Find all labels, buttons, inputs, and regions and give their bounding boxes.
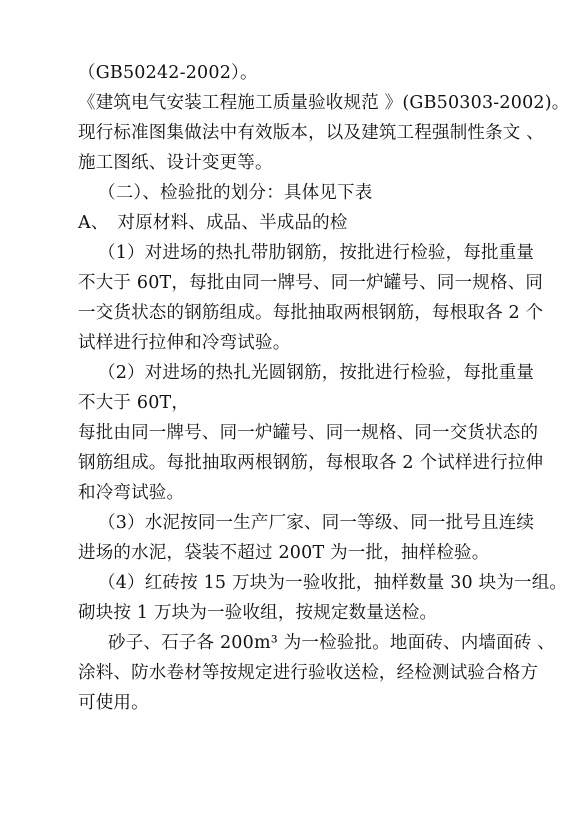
text-line: 不大于 60T， [78,393,190,413]
text-line: （2）对进场的热扎光圆钢筋，按批进行检验，每批重量 [98,363,535,383]
text-line: 现行标准图集做法中有效版本，以及建筑工程强制性条文 、 [78,123,544,143]
text-line: 砌块按 1 万块为一验收组，按规定数量送检。 [78,603,438,623]
text-line: 不大于 60T，每批由同一牌号、同一炉罐号、同一规格、同 [78,273,544,293]
text-line: 钢筋组成。每批抽取两根钢筋，每根取各 2 个试样进行拉伸 [78,453,544,473]
text-line: 涂料、防水卷材等按规定进行验收送检，经检测试验合格方 [78,663,539,683]
text-line: 可使用。 [78,693,149,713]
text-line: 砂子、石子各 200m³ 为一检验批。地面砖、内墙面砖 、 [108,633,555,653]
text-line: （3）水泥按同一生产厂家、同一等级、同一批号且连续 [98,513,535,533]
subsection-heading: A、 对原材料、成品、半成品的检 [78,213,348,233]
text-line: 和冷弯试验。 [78,483,185,503]
text-line: （GB50242-2002）。 [78,63,258,83]
text-line: （1）对进场的热扎带肋钢筋，按批进行检验，每批重量 [98,243,535,263]
text-line: 施工图纸、设计变更等。 [78,153,273,173]
text-line: 《建筑电气安装工程施工质量验收规范 》(GB50303-2002)。 [78,93,570,113]
text-line: 进场的水泥，袋装不超过 200T 为一批，抽样检验。 [78,543,490,563]
text-line: （4）红砖按 15 万块为一验收批，抽样数量 30 块为一组。 [98,573,568,593]
text-line: 每批由同一牌号、同一炉罐号、同一规格、同一交货状态的 [78,423,539,443]
section-heading: （二）、检验批的划分：具体见下表 [98,183,373,203]
text-line: 一交货状态的钢筋组成。每批抽取两根钢筋，每根取各 2 个 [78,303,544,323]
text-line: 试样进行拉伸和冷弯试验。 [78,333,291,353]
